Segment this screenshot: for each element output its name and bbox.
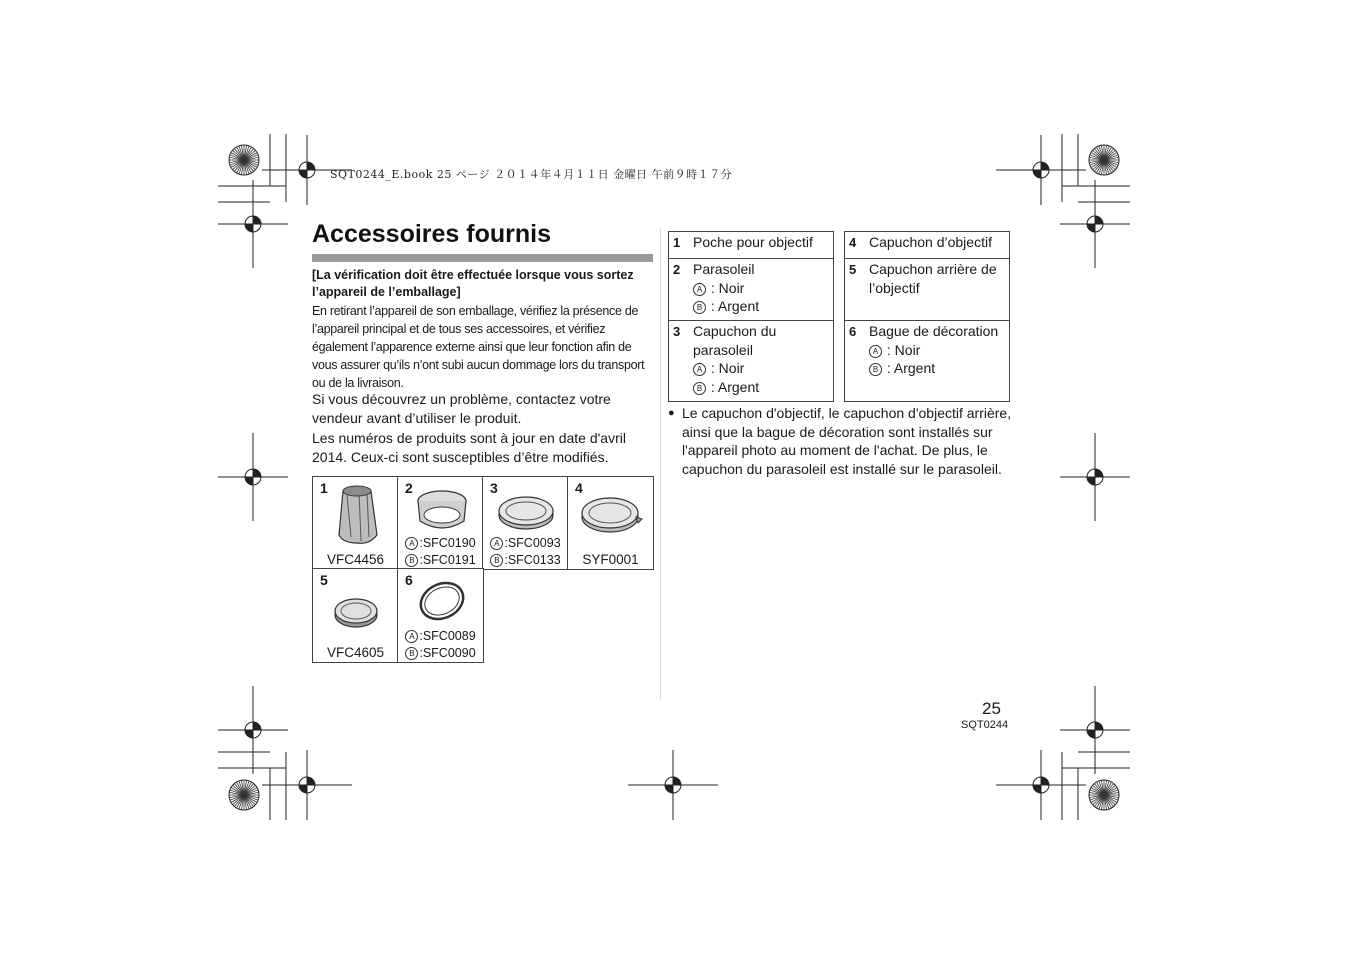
product-code: VFC4456 xyxy=(326,552,385,567)
product-cell-1 xyxy=(312,476,399,570)
product-number: 3 xyxy=(490,480,498,496)
product-cell-3 xyxy=(482,476,569,570)
file-header-line: SQT0244_E.book 25 ページ ２０１４年４月１１日 金曜日 午前９時１７分 xyxy=(330,168,733,181)
product-number: 2 xyxy=(405,480,413,496)
product-number: 5 xyxy=(320,572,328,588)
product-code: VFC4605 xyxy=(326,645,385,660)
title-underline xyxy=(312,254,653,262)
marker-b: B xyxy=(490,554,503,567)
accessory-table-right xyxy=(844,231,1010,402)
product-cell-4 xyxy=(567,476,654,570)
accessory-row: 6 Bague de décoration A : Noir B : Argent xyxy=(845,320,1009,403)
column-divider xyxy=(660,228,661,700)
marker-b: B xyxy=(405,647,418,660)
product-code-b: B :SFC0133 xyxy=(483,553,568,567)
note-text: Le capuchon d'objectif, le capuchon d'objectif arrière, ainsi que la bague de décoration sont installés sur l'appareil photo au moment de l'achat. De plus, le capuchon du parasoleil est installé sur le parasoleil. xyxy=(682,405,1012,477)
accessory-row: 4 Capuchon d’objectif xyxy=(849,234,992,250)
paragraph-problem: Si vous découvrez un problème, contactez votre vendeur avant d’utiliser le produit. xyxy=(312,391,611,426)
accessory-row: 2 Parasoleil A : Noir B : Argent xyxy=(669,258,833,321)
product-cell-5 xyxy=(312,568,399,663)
marker-a: A xyxy=(490,537,503,550)
marker-b: B xyxy=(405,554,418,567)
product-code-a: A :SFC0089 xyxy=(398,629,483,643)
accessory-row: 3 Capuchon du parasoleil A : Noir B : Argent xyxy=(669,320,833,403)
bullet-icon: ● xyxy=(668,407,675,419)
product-number: 1 xyxy=(320,480,328,496)
accessory-row: 5 Capuchon arrière de l’objectif xyxy=(845,258,1009,321)
accessory-row: 1 Poche pour objectif xyxy=(673,234,813,250)
product-cell-2 xyxy=(397,476,484,570)
product-number: 6 xyxy=(405,572,413,588)
page-title: Accessoires fournis xyxy=(312,220,551,248)
product-code-a: A :SFC0190 xyxy=(398,536,483,550)
product-code: SYF0001 xyxy=(582,552,639,567)
paragraph-product-numbers: Les numéros de produits sont à jour en date d'avril 2014. Ceux-ci sont susceptibles d’être modifiés. xyxy=(312,430,626,465)
product-code-b: B :SFC0191 xyxy=(398,553,483,567)
product-code-a: A :SFC0093 xyxy=(483,536,568,550)
product-code-b: B :SFC0090 xyxy=(398,646,483,660)
product-cell-6 xyxy=(397,568,484,663)
model-code: SQT0244 xyxy=(961,719,1009,731)
page-number: 25 xyxy=(982,699,1001,718)
intro-heading: [La vérification doit être effectuée lorsque vous sortez l’appareil de l’emballage] xyxy=(312,268,634,299)
accessory-table-left xyxy=(668,231,834,402)
marker-a: A xyxy=(405,630,418,643)
marker-a: A xyxy=(405,537,418,550)
intro-text: En retirant l’appareil de son emballage, vérifiez la présence de l’appareil principal et de tous ses accessoires, et vérifiez également l’apparence externe ainsi que leur fonction afin de vous assurer qu’ils n’ont subi aucun dommage lors du transport ou de la livraison. xyxy=(312,304,645,390)
product-number: 4 xyxy=(575,480,583,496)
